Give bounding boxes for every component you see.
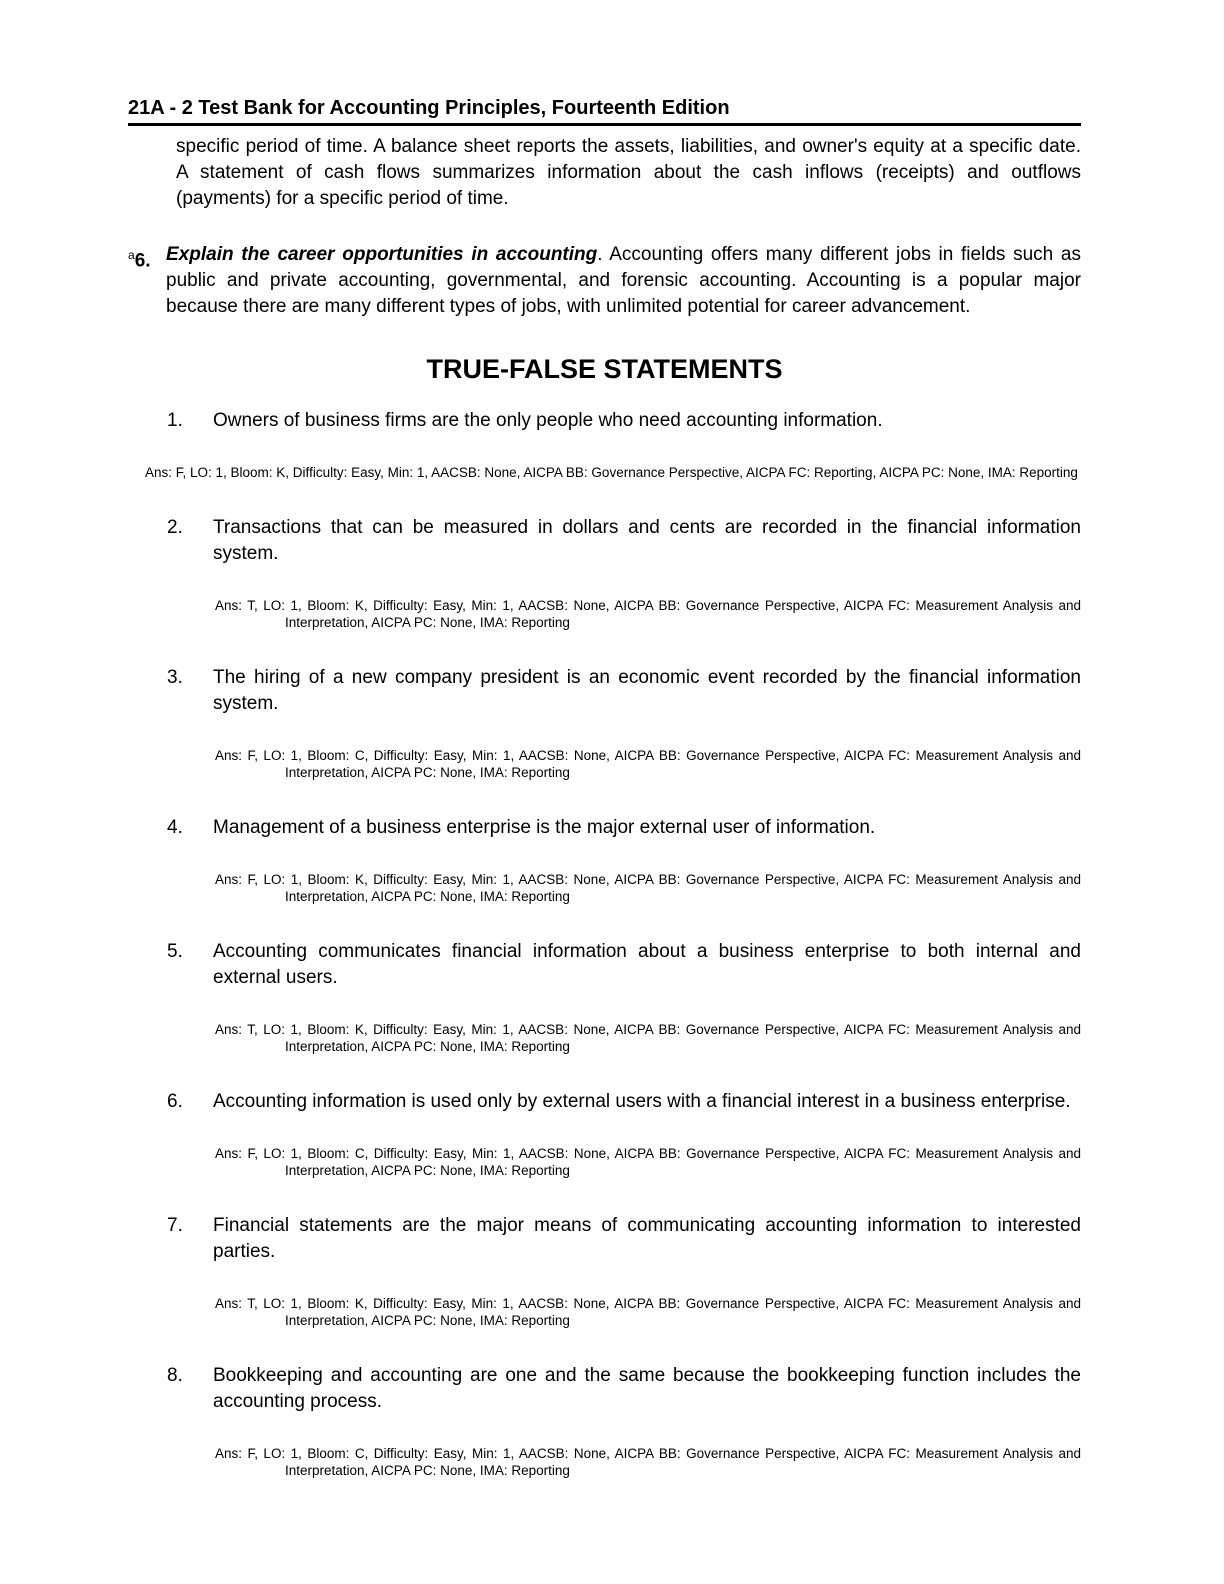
question-item-4: [167, 815, 1081, 841]
answer-line-4: Ans: F, LO: 1, Bloom: K, Difficulty: Easy, Min: 1, AACSB: None, AICPA BB: Governance Perspective, AICPA FC: Measurement Analysis and Interpretation, AICPA PC: None, IMA: Reporting: [215, 872, 1081, 904]
question-item-8: [167, 1363, 1081, 1415]
page-header: 21A - 2 Test Bank for Accounting Principles, Fourteenth Edition: [128, 96, 1081, 126]
question-item-6: [167, 1089, 1081, 1115]
learning-objective-text: [166, 242, 1081, 320]
question-text: Bookkeeping and accounting are one and the same because the bookkeeping function includes the accounting process.: [213, 1365, 1081, 1412]
answer-line-5: Ans: T, LO: 1, Bloom: K, Difficulty: Easy, Min: 1, AACSB: None, AICPA BB: Governance Perspective, AICPA FC: Measurement Analysis and Interpretation, AICPA PC: None, IMA: Reporting: [215, 1022, 1081, 1054]
learning-objective-num-text: 6.: [134, 250, 151, 272]
question-number: 2.: [167, 517, 183, 538]
question-text: Owners of business firms are the only people who need accounting information.: [213, 410, 883, 431]
question-number: 5.: [167, 941, 183, 962]
learning-objective-lead: Explain the career opportunities in accounting: [166, 244, 598, 265]
question-text: The hiring of a new company president is an economic event recorded by the financial information system.: [213, 667, 1081, 714]
intro-paragraph: specific period of time. A balance sheet reports the assets, liabilities, and owner's equity at a specific date. A statement of cash flows summarizes information about the cash inflows (receipts) and outflows (payments) for a specific period of time.: [176, 136, 1081, 209]
question-number: 4.: [167, 817, 183, 838]
answer-line-8: Ans: F, LO: 1, Bloom: C, Difficulty: Easy, Min: 1, AACSB: None, AICPA BB: Governance Perspective, AICPA FC: Measurement Analysis and Interpretation, AICPA PC: None, IMA: Reporting: [215, 1446, 1081, 1478]
question-text: Accounting information is used only by external users with a financial interest in a business enterprise.: [213, 1091, 1071, 1112]
question-number: 8.: [167, 1365, 183, 1386]
question-number: 6.: [167, 1091, 183, 1112]
section-heading: TRUE-FALSE STATEMENTS: [426, 354, 783, 384]
learning-objective-rest: . Accounting offers many different jobs in fields such as public and private accounting, governmental, and forensic accounting. Accounting is a popular major because there are many different types of jobs, with unlimited potential for career advancement.: [166, 244, 1081, 317]
answer-line-3: Ans: F, LO: 1, Bloom: C, Difficulty: Easy, Min: 1, AACSB: None, AICPA BB: Governance Perspective, AICPA FC: Measurement Analysis and Interpretation, AICPA PC: None, IMA: Reporting: [215, 748, 1081, 780]
question-item-2: [167, 515, 1081, 567]
question-text: Management of a business enterprise is the major external user of information.: [213, 817, 876, 838]
question-item-7: [167, 1213, 1081, 1265]
learning-objective-number: [128, 242, 166, 320]
question-text: Transactions that can be measured in dollars and cents are recorded in the financial information system.: [213, 517, 1081, 564]
answer-line-2: Ans: T, LO: 1, Bloom: K, Difficulty: Easy, Min: 1, AACSB: None, AICPA BB: Governance Perspective, AICPA FC: Measurement Analysis and Interpretation, AICPA PC: None, IMA: Reporting: [215, 598, 1081, 630]
learning-objective-item: [128, 242, 1081, 320]
question-item-5: [167, 939, 1081, 991]
learning-objective-superscript: a: [128, 248, 135, 262]
question-text: Financial statements are the major means of communicating accounting information to interested parties.: [213, 1215, 1081, 1262]
question-item-3: [167, 665, 1081, 717]
answer-line-6: Ans: F, LO: 1, Bloom: C, Difficulty: Easy, Min: 1, AACSB: None, AICPA BB: Governance Perspective, AICPA FC: Measurement Analysis and Interpretation, AICPA PC: None, IMA: Reporting: [215, 1146, 1081, 1178]
question-number: 1.: [167, 410, 183, 431]
question-number: 7.: [167, 1215, 183, 1236]
question-text: Accounting communicates financial information about a business enterprise to both internal and external users.: [213, 941, 1081, 988]
question-number: 3.: [167, 667, 183, 688]
answer-line-1: Ans: F, LO: 1, Bloom: K, Difficulty: Easy, Min: 1, AACSB: None, AICPA BB: Governance Perspective, AICPA FC: Reporting, AICPA PC: None, IMA: Reporting: [145, 465, 1078, 480]
answer-line-7: Ans: T, LO: 1, Bloom: K, Difficulty: Easy, Min: 1, AACSB: None, AICPA BB: Governance Perspective, AICPA FC: Measurement Analysis and Interpretation, AICPA PC: None, IMA: Reporting: [215, 1296, 1081, 1328]
question-item-1: [167, 408, 1081, 434]
